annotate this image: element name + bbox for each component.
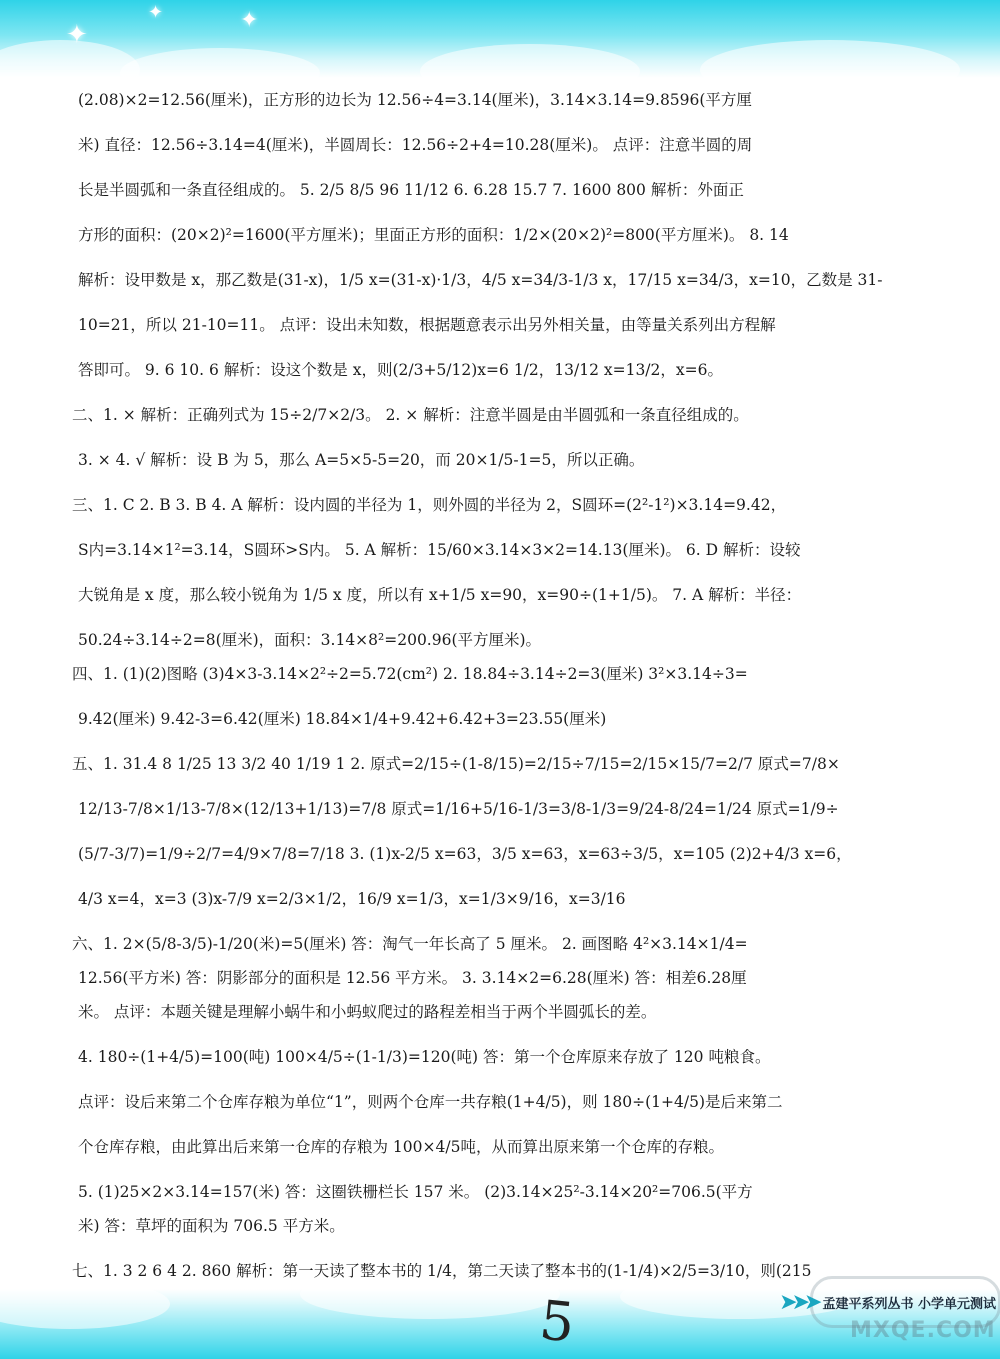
triple-arrow-icon: ➤➤➤ (779, 1289, 817, 1315)
answer-line: 4/3 x=4，x=3 (3)x-7/9 x=2/3×1/2，16/9 x=1/3，x=1/3×9/16，x=3/16 (78, 890, 626, 908)
page-number: 5 (536, 1288, 578, 1355)
answer-line: 10=21，所以 21-10=11。 点评：设出未知数，根据题意表示出另外相关量，由等量关系列出方程解 (78, 316, 776, 334)
answer-line: 方形的面积：(20×2)²=1600(平方厘米)；里面正方形的面积：1/2×(20×2)²=800(平方厘米)。 8. 14 (78, 226, 789, 244)
sparkle-star-icon: ✦ (148, 2, 164, 23)
answer-line: 答即可。 9. 6 10. 6 解析：设这个数是 x，则(2/3+5/12)x=6 1/2，13/12 x=13/2，x=6。 (78, 361, 723, 379)
answer-line: 个仓库存粮，由此算出后来第一仓库的存粮为 100×4/5吨，从而算出原来第一个仓库的存粮。 (78, 1138, 724, 1156)
answer-line: (2.08)×2=12.56(厘米)，正方形的边长为 12.56÷4=3.14(厘米)，3.14×3.14=9.8596(平方厘 (78, 91, 752, 109)
answer-line: 12.56(平方米) 答：阴影部分的面积是 12.56 平方米。 3. 3.14×2=6.28(厘米) 答：相差6.28厘 (78, 969, 747, 987)
answer-line: 4. 180÷(1+4/5)=100(吨) 100×4/5÷(1-1/3)=120(吨) 答：第一个仓库原来存放了 120 吨粮食。 (78, 1048, 771, 1066)
answer-line: 五、1. 31.4 8 1/25 13 3/2 40 1/19 1 2. 原式=2/15÷(1-8/15)=2/15÷7/15=2/15×15/7=2/7 原式=7/8× (72, 755, 840, 773)
answer-line: 六、1. 2×(5/8-3/5)-1/20(米)=5(厘米) 答：淘气一年长高了 5 厘米。 2. 画图略 4²×3.14×1/4= (72, 935, 748, 953)
answer-line: S内=3.14×1²=3.14，S圆环>S内。 5. A 解析：15/60×3.14×3×2=14.13(厘米)。 6. D 解析：设较 (78, 541, 801, 559)
answer-line: 大锐角是 x 度，那么较小锐角为 1/5 x 度，所以有 x+1/5 x=90，x=90÷(1+1/5)。 7. A 解析：半径： (78, 586, 802, 604)
sparkle-star-icon: ✦ (66, 20, 88, 50)
answer-line: 二、1. × 解析：正确列式为 15÷2/7×2/3。 2. × 解析：注意半圆是由半圆弧和一条直径组成的。 (72, 406, 749, 424)
answer-line: 5. (1)25×2×3.14=157(米) 答：这圈铁栅栏长 157 米。 (2)3.14×25²-3.14×20²=706.5(平方 (78, 1183, 753, 1201)
answer-line: 长是半圆弧和一条直径组成的。 5. 2/5 8/5 96 11/12 6. 6.28 15.7 7. 1600 800 解析：外面正 (78, 181, 744, 199)
sparkle-star-icon: ✦ (240, 8, 259, 33)
answer-line: 12/13-7/8×1/13-7/8×(12/13+1/13)=7/8 原式=1/16+5/16-1/3=3/8-1/3=9/24-8/24=1/24 原式=1/9÷ (78, 800, 839, 818)
footer-series (755, 1285, 1000, 1319)
watermark-text: MXQE.COM (850, 1318, 996, 1343)
answer-line: 3. × 4. √ 解析：设 B 为 5，那么 A=5×5-5=20，而 20×1/5-1=5，所以正确。 (78, 451, 645, 469)
answer-line: (5/7-3/7)=1/9÷2/7=4/9×7/8=7/18 3. (1)x-2/5 x=63，3/5 x=63，x=63÷3/5，x=105 (2)2+4/3 x=6， (78, 845, 852, 863)
answer-content (72, 88, 898, 1349)
answer-line: 七、1. 3 2 6 4 2. 860 解析：第一天读了整本书的 1/4，第二天读了整本书的(1-1/4)×2/5=3/10，则(215 (72, 1262, 812, 1280)
answer-line: 解析：设甲数是 x，那乙数是(31-x)，1/5 x=(31-x)·1/3，4/5 x=34/3-1/3 x，17/15 x=34/3，x=10，乙数是 31- (78, 271, 883, 289)
answer-line: 米) 答：草坪的面积为 706.5 平方米。 (78, 1217, 345, 1235)
answer-line: 点评：设后来第二个仓库存粮为单位“1”，则两个仓库一共存粮(1+4/5)，则 180÷(1+4/5)是后来第二 (78, 1093, 783, 1111)
footer-series-label: 孟建平系列丛书 小学单元测试 (822, 1296, 996, 1312)
answer-line: 米。 点评：本题关键是理解小蜗牛和小蚂蚁爬过的路程差相当于两个半圆弧长的差。 (78, 1003, 657, 1021)
answer-line: 50.24÷3.14÷2=8(厘米)，面积：3.14×8²=200.96(平方厘米)。 (78, 631, 542, 649)
answer-line: 9.42(厘米) 9.42-3=6.42(厘米) 18.84×1/4+9.42+6.42+3=23.55(厘米) (78, 710, 607, 728)
answer-line: 三、1. C 2. B 3. B 4. A 解析：设内圆的半径为 1，则外圆的半径为 2，S圆环=(2²-1²)×3.14=9.42， (72, 496, 787, 514)
top-decorative-band (0, 0, 1000, 78)
answer-line: 四、1. (1)(2)图略 (3)4×3-3.14×2²÷2=5.72(cm²) 2. 18.84÷3.14÷2=3(厘米) 3²×3.14÷3= (72, 665, 748, 683)
answer-line: 米) 直径：12.56÷3.14=4(厘米)，半圆周长：12.56÷2+4=10.28(厘米)。 点评：注意半圆的周 (78, 136, 753, 154)
